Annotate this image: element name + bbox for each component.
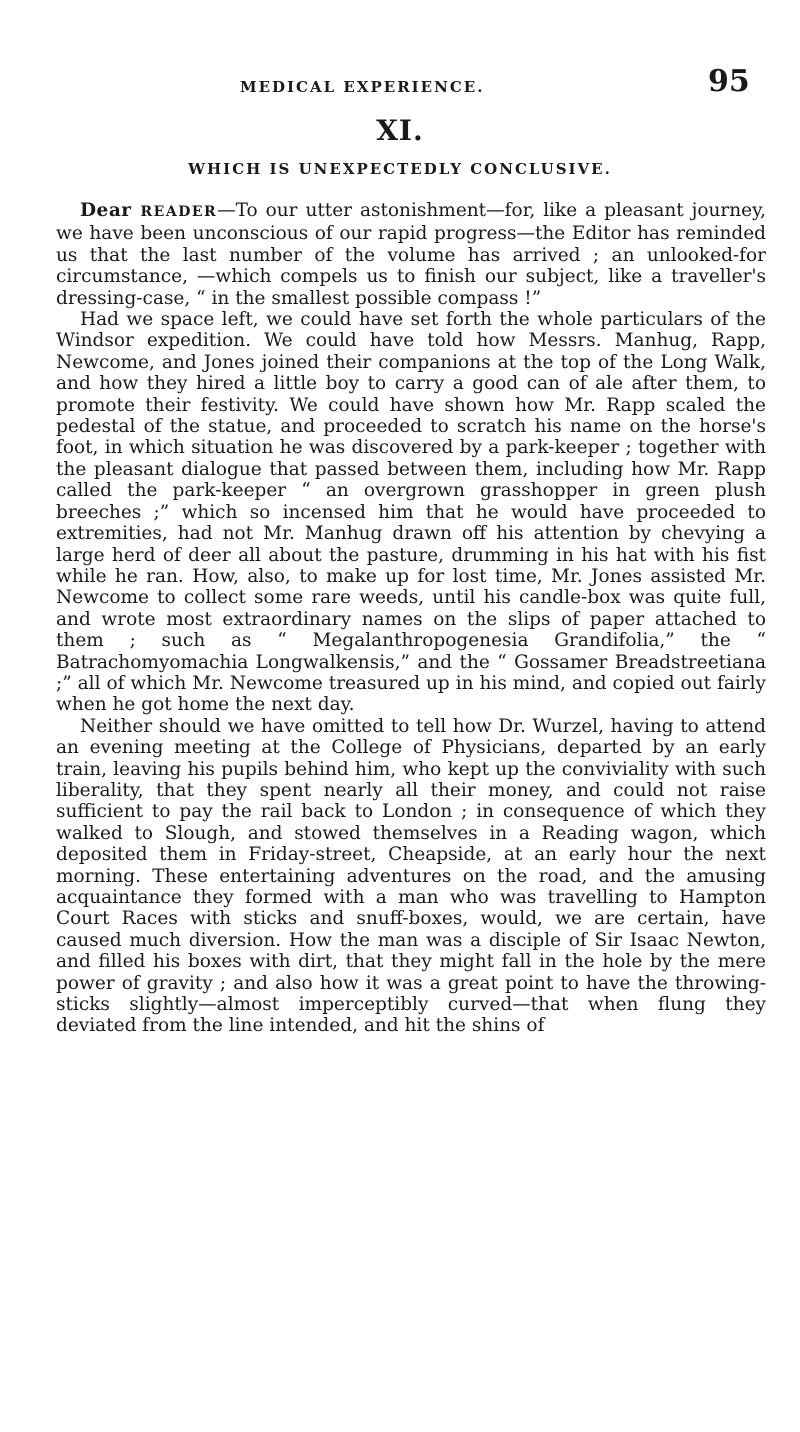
lead-in <box>80 200 217 221</box>
lead-initial: Dear <box>80 200 141 221</box>
paragraph-1 <box>56 200 766 309</box>
page-number: 95 <box>708 64 750 99</box>
lead-smallcaps: READER <box>140 204 218 220</box>
body-text <box>56 200 766 1037</box>
running-head: MEDICAL EXPERIENCE. <box>240 78 485 96</box>
chapter-number: XI. <box>376 114 424 147</box>
paragraph-text: —To our utter astonishment—for, like a pleasant journey, we have been unconscious of our rapid progress—the Editor has reminded us that the last number of the volume has arrived ; an unlooked-for circumstance, —which compels us to finish our subject, like a traveller's dressing-case, “ in the smallest possible compass !” <box>56 200 766 309</box>
paragraph-2: Had we space left, we could have set forth the whole particulars of the Windsor expedition. We could have told how Messrs. Manhug, Rapp, Newcome, and Jones joined their companions at the top of the Long Walk, and how they hired a little boy to carry a good can of ale after them, to promote their festivity. We could have shown how Mr. Rapp scaled the pedestal of the statue, and proceeded to scratch his name on the horse's foot, in which situation he was discovered by a park-keeper ; together with the pleasant dialogue that passed between them, including how Mr. Rapp called the park-keeper “ an overgrown grasshopper in green plush breeches ;” which so incensed him that he would have proceeded to extremities, had not Mr. Manhug drawn off his attention by chevying a large herd of deer all about the pasture, drumming in his hat with his fist while he ran. How, also, to make up for lost time, Mr. Jones assisted Mr. Newcome to collect some rare weeds, until his candle-box was quite full, and wrote most extraordinary names on the slips of paper attached to them ; such as “ Megalanthropogenesia Grandifolia,” the “ Batrachomyomachia Longwalkensis,” and the “ Gossamer Breadstreetiana ;” all of which Mr. Newcome treasured up in his mind, and copied out fairly when he got home the next day. <box>56 309 766 716</box>
chapter-title: WHICH IS UNEXPECTEDLY CONCLUSIVE. <box>188 160 612 178</box>
paragraph-3: Neither should we have omitted to tell how Dr. Wurzel, having to attend an evening meeting at the College of Physicians, departed by an early train, leaving his pupils behind him, who kept up the conviviality with such liberality, that they spent nearly all their money, and could not raise sufficient to pay the rail back to London ; in consequence of which they walked to Slough, and stowed themselves in a Reading wagon, which deposited them in Friday-street, Cheapside, at an early hour the next morning. These entertaining adventures on the road, and the amusing acquaintance they formed with a man who was travelling to Hampton Court Races with sticks and snuff-boxes, would, we are certain, have caused much diversion. How the man was a disciple of Sir Isaac Newton, and filled his boxes with dirt, that they might fall in the hole by the mere power of gravity ; and also how it was a great point to have the throwing-sticks slightly—almost imperceptibly curved—that when flung they deviated from the line intended, and hit the shins of <box>56 715 766 1037</box>
